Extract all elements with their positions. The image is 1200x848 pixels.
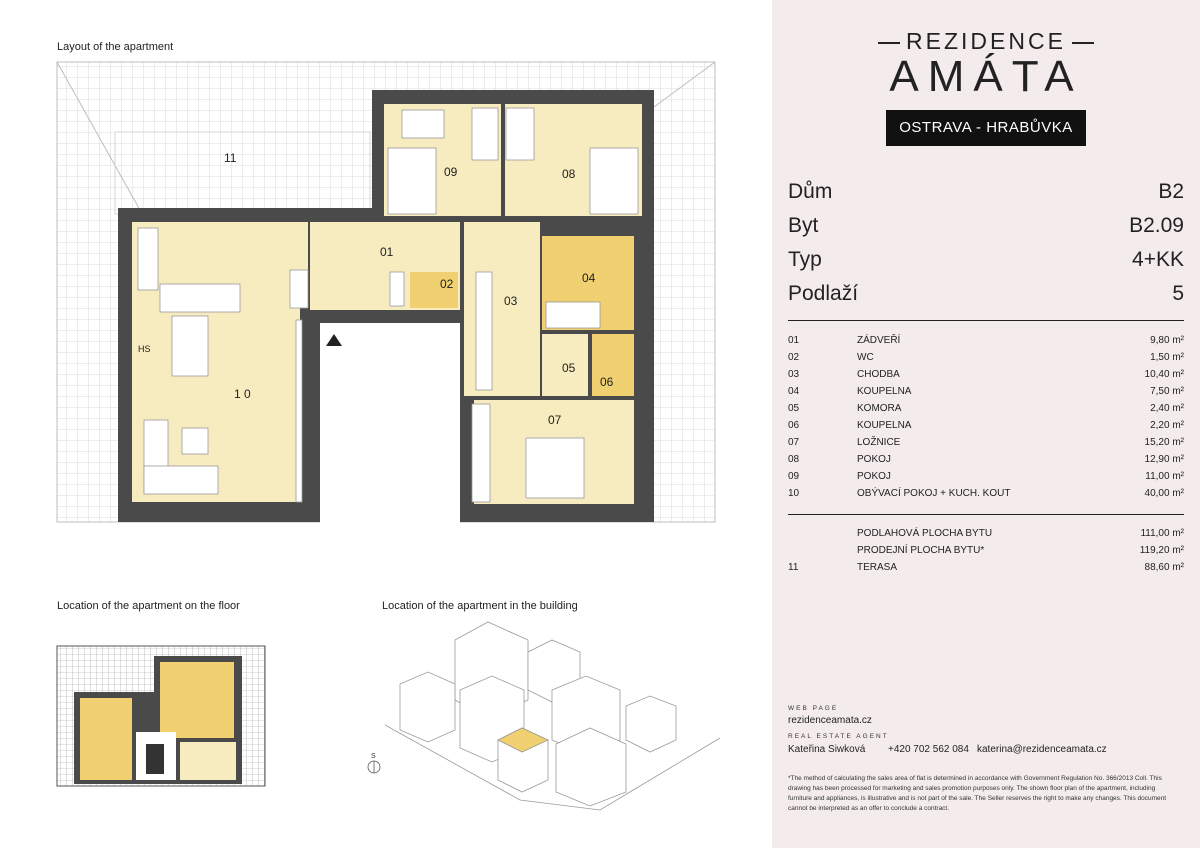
info-key: Dům bbox=[788, 180, 833, 203]
room-row: 06 KOUPELNA 2,20 m² bbox=[788, 420, 1184, 431]
room-row: 07 LOŽNICE 15,20 m² bbox=[788, 437, 1184, 448]
info-panel bbox=[772, 0, 1200, 848]
room-row: 08 POKOJ 12,90 m² bbox=[788, 454, 1184, 465]
compass-icon bbox=[368, 753, 380, 773]
info-row-flat bbox=[788, 214, 1184, 246]
summary-row: 11 TERASA 88,60 m² bbox=[788, 562, 1184, 573]
web-label: WEB PAGE bbox=[788, 705, 839, 712]
disclaimer: *The method of calculating the sales area of flat is determined in accordance with Government Regulation No. 366/2013 Coll. This drawing has been processed for marketing and sales promotion purposes only. The shown floor plan of the apartment, including furniture and appliances, is illustrative and is not part of the sale. The Seller reserves the right to make any changes. This document cannot be interpreted as an offer to conclude a contract. bbox=[788, 775, 1167, 812]
info-value: 4+KK bbox=[1132, 248, 1184, 271]
brand-dash-right bbox=[1072, 42, 1094, 44]
building-location-title: Location of the apartment in the building bbox=[382, 600, 578, 612]
room-label-11: 11 bbox=[224, 151, 237, 165]
info-row-type bbox=[788, 248, 1184, 280]
location-badge: OSTRAVA - HRABŮVKA bbox=[886, 110, 1086, 146]
room-table bbox=[788, 333, 1184, 503]
agent-label: REAL ESTATE AGENT bbox=[788, 733, 889, 740]
room-row: 03 CHODBA 10,40 m² bbox=[788, 369, 1184, 380]
compass-label: S bbox=[371, 753, 376, 760]
room-row: 10 OBÝVACÍ POKOJ + KUCH. KOUT 40,00 m² bbox=[788, 488, 1184, 499]
summary-row: PRODEJNÍ PLOCHA BYTU* 119,20 m² bbox=[857, 545, 1184, 556]
info-value: 5 bbox=[1172, 282, 1184, 305]
layout-title: Layout of the apartment bbox=[57, 41, 174, 53]
room-label-06: 06 bbox=[600, 375, 614, 389]
brand-top-text: REZIDENCE bbox=[906, 28, 1066, 54]
divider bbox=[788, 514, 1184, 515]
brand-logo: AMÁTA bbox=[889, 52, 1083, 101]
info-row-floor bbox=[788, 282, 1184, 314]
info-key: Typ bbox=[788, 248, 822, 271]
agent-phone[interactable]: +420 702 562 084 bbox=[888, 744, 969, 755]
room-row: 09 POKOJ 11,00 m² bbox=[788, 471, 1184, 482]
info-key: Byt bbox=[788, 214, 819, 237]
info-key: Podlaží bbox=[788, 282, 859, 305]
room-label-08: 08 bbox=[562, 167, 576, 181]
info-value: B2.09 bbox=[1129, 214, 1184, 237]
room-label-03: 03 bbox=[504, 294, 518, 308]
area-summary bbox=[788, 526, 1184, 577]
room-row: 01 ZÁDVEŘÍ 9,80 m² bbox=[788, 335, 1184, 346]
agent-name: Kateřina Siwková bbox=[788, 744, 866, 755]
info-value: B2 bbox=[1158, 180, 1184, 203]
room-label-04: 04 bbox=[582, 271, 596, 285]
building-location-drawing bbox=[385, 622, 720, 810]
room-label-07: 07 bbox=[548, 413, 562, 427]
room-label-09: 09 bbox=[444, 165, 458, 179]
room-row: 05 KOMORA 2,40 m² bbox=[788, 403, 1184, 414]
hs-label: HS bbox=[138, 344, 151, 354]
summary-row: PODLAHOVÁ PLOCHA BYTU 111,00 m² bbox=[857, 528, 1184, 539]
info-row-house bbox=[788, 180, 1184, 212]
room-row: 02 WC 1,50 m² bbox=[788, 352, 1184, 363]
floor-location-title: Location of the apartment on the floor bbox=[57, 600, 240, 612]
floor-location-plan bbox=[57, 646, 265, 786]
room-label-05: 05 bbox=[562, 361, 576, 375]
room-label-02: 02 bbox=[440, 277, 454, 291]
brand-top bbox=[772, 28, 1200, 55]
agent-email[interactable]: katerina@rezidenceamata.cz bbox=[977, 744, 1107, 755]
room-label-01: 01 bbox=[380, 245, 394, 259]
room-row: 04 KOUPELNA 7,50 m² bbox=[788, 386, 1184, 397]
brand-dash-left bbox=[878, 42, 900, 44]
divider bbox=[788, 320, 1184, 321]
room-label-10: 1 0 bbox=[234, 387, 251, 401]
web-link[interactable]: rezidenceamata.cz bbox=[788, 715, 872, 726]
